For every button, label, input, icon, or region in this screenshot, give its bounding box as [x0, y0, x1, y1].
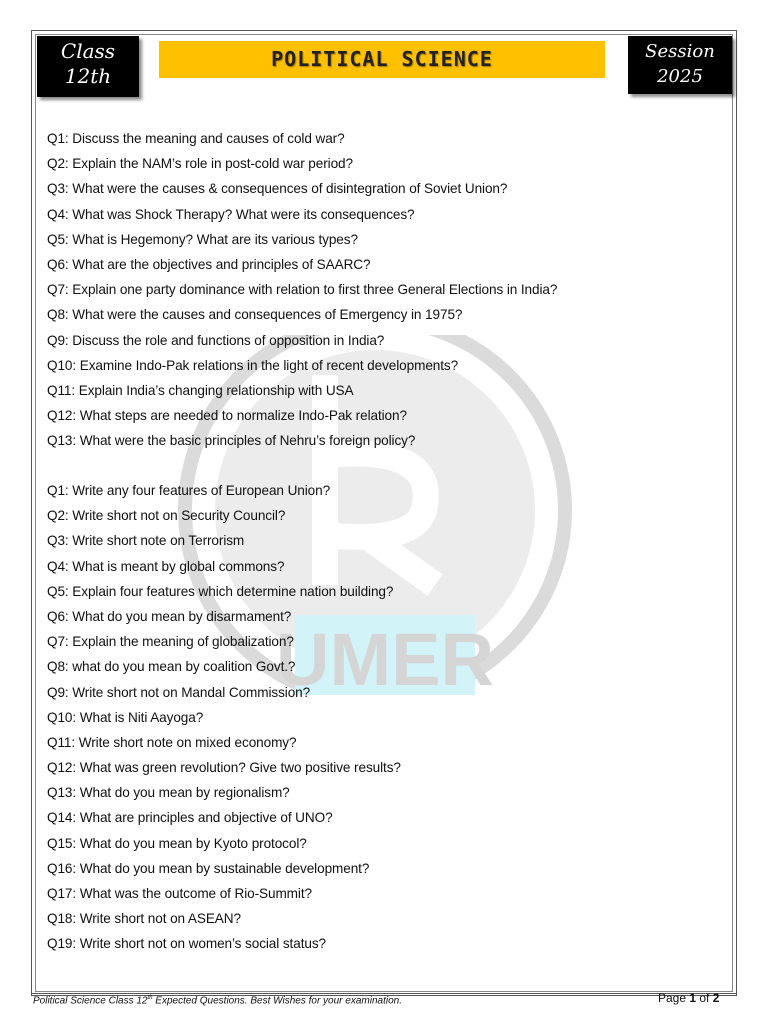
page-word: Page	[658, 991, 690, 1005]
question-item: Q12: What steps are needed to normalize Indo-Pak relation?	[47, 408, 407, 424]
question-item: Q2: Explain the NAM’s role in post-cold war period?	[47, 156, 353, 172]
question-item: Q6: What are the objectives and principles of SAARC?	[47, 256, 371, 272]
watermark-text: UMER	[276, 618, 494, 695]
question-item: Q3: Write short note on Terrorism	[47, 533, 245, 549]
question-item: Q14: What are principles and objective of UNO?	[47, 810, 333, 826]
class-label: Class	[60, 39, 116, 63]
question-item: Q12: What was green revolution? Give two positive results?	[47, 760, 401, 776]
session-badge	[628, 36, 732, 94]
question-item: Q3: What were the causes & consequences of disintegration of Soviet Union?	[47, 181, 508, 197]
question-item: Q5: Explain four features which determine nation building?	[47, 583, 394, 599]
question-item: Q10: Examine Indo-Pak relations in the light of recent developments?	[47, 357, 459, 373]
question-item: Q17: What was the outcome of Rio-Summit?	[47, 886, 312, 901]
question-item: Q4: What was Shock Therapy? What were its consequences?	[47, 206, 415, 222]
question-item: Q7: Explain the meaning of globalization?	[47, 634, 294, 650]
footer-note-sup: th	[147, 995, 153, 1001]
question-item: Q15: What do you mean by Kyoto protocol?	[47, 835, 307, 851]
question-item: Q9: Discuss the role and functions of opposition in India?	[47, 332, 385, 348]
question-item: Q13: What were the basic principles of Nehru’s foreign policy?	[47, 433, 416, 449]
question-item: Q8: what do you mean by coalition Govt.?	[47, 659, 296, 675]
footer-note	[33, 995, 402, 1006]
question-item: Q16: What do you mean by sustainable development?	[47, 860, 370, 876]
question-item: Q1: Write any four features of European Union?	[47, 483, 331, 498]
class-badge	[37, 36, 139, 97]
question-item: Q18: Write short not on ASEAN?	[47, 911, 241, 927]
question-item: Q10: What is Niti Aayoga?	[47, 709, 204, 725]
question-item: Q5: What is Hegemony? What are its various types?	[47, 231, 358, 247]
question-item: Q11: Write short note on mixed economy?	[47, 734, 297, 750]
page-current: 1	[689, 991, 697, 1005]
question-item: Q4: What is meant by global commons?	[47, 558, 285, 574]
page-number	[658, 991, 719, 1005]
question-item: Q6: What do you mean by disarmament?	[47, 608, 292, 624]
question-item: Q9: Write short not on Mandal Commission?	[47, 684, 311, 700]
question-item: Q1: Discuss the meaning and causes of cold war?	[47, 131, 345, 146]
question-item: Q19: Write short not on women’s social status?	[47, 936, 326, 952]
footer-note-prefix: Political Science Class 12	[33, 995, 148, 1007]
question-item: Q13: What do you mean by regionalism?	[47, 785, 290, 801]
footer-note-suffix: Expected Questions. Best Wishes for your examination.	[152, 995, 402, 1007]
question-list-short	[47, 478, 401, 957]
question-item: Q11: Explain India’s changing relationship with USA	[47, 382, 354, 398]
document-title: POLITICAL SCIENCE	[159, 41, 605, 78]
question-list-long	[47, 126, 557, 453]
of-word: of	[696, 991, 713, 1005]
question-item: Q2: Write short not on Security Council?	[47, 508, 286, 524]
session-label: Session	[645, 41, 715, 62]
session-value: 2025	[657, 66, 703, 87]
footer-rule	[31, 993, 737, 994]
class-value: 12th	[64, 64, 112, 88]
page-total: 2	[712, 991, 720, 1005]
question-item: Q8: What were the causes and consequences of Emergency in 1975?	[47, 307, 463, 323]
question-item: Q7: Explain one party dominance with relation to first three General Elections in India?	[47, 282, 558, 298]
